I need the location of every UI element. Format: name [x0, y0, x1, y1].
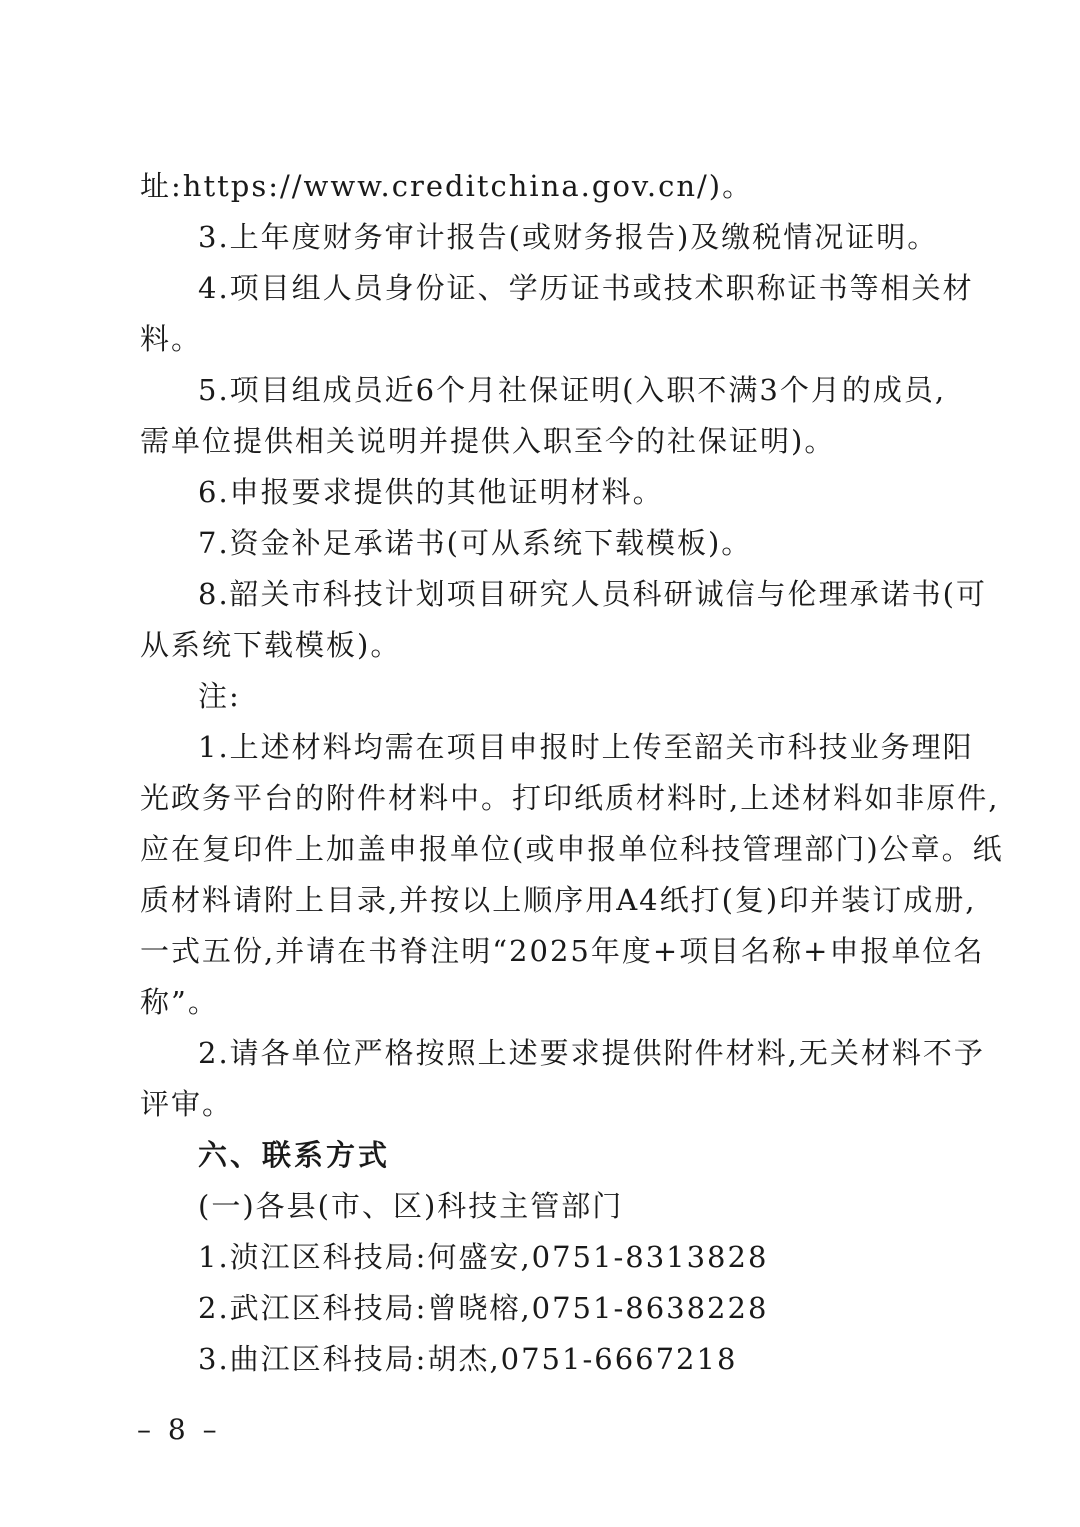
paragraph-line: 3.上年度财务审计报告(或财务报告)及缴税情况证明。	[198, 220, 939, 254]
paragraph-line: 质材料请附上目录,并按以上顺序用A4纸打(复)印并装订成册,	[140, 883, 977, 917]
paragraph-line: 需单位提供相关说明并提供入职至今的社保证明)。	[140, 424, 836, 458]
paragraph-line: 5.项目组成员近6个月社保证明(入职不满3个月的成员,	[198, 373, 947, 407]
paragraph-line: 7.资金补足承诺书(可从系统下载模板)。	[198, 526, 753, 560]
paragraph-line: 2.请各单位严格按照上述要求提供附件材料,无关材料不予	[198, 1036, 985, 1070]
paragraph-line: 一式五份,并请在书脊注明“2025年度+项目名称+申报单位名	[140, 934, 985, 968]
contact-line: 3.曲江区科技局:胡杰,0751-6667218	[198, 1342, 738, 1376]
paragraph-line: 应在复印件上加盖申报单位(或申报单位科技管理部门)公章。纸	[140, 832, 1004, 866]
contact-line: 1.浈江区科技局:何盛安,0751-8313828	[198, 1240, 769, 1274]
contact-line: 2.武江区科技局:曾晓榕,0751-8638228	[198, 1291, 769, 1325]
page-number: – 8 –	[137, 1413, 221, 1446]
paragraph-line: 址:https://www.creditchina.gov.cn/)。	[140, 169, 754, 203]
paragraph-line: 料。	[140, 322, 203, 356]
subsection-heading: (一)各县(市、区)科技主管部门	[198, 1189, 624, 1223]
paragraph-line: 1.上述材料均需在项目申报时上传至韶关市科技业务理阳	[198, 730, 974, 764]
paragraph-line: 评审。	[140, 1087, 234, 1121]
paragraph-line: 6.申报要求提供的其他证明材料。	[198, 475, 664, 509]
paragraph-line: 从系统下载模板)。	[140, 628, 402, 662]
paragraph-line: 8.韶关市科技计划项目研究人员科研诚信与伦理承诺书(可	[198, 577, 987, 611]
paragraph-line: 称”。	[140, 985, 219, 1019]
note-label: 注:	[198, 679, 241, 713]
section-heading: 六、联系方式	[198, 1138, 391, 1172]
paragraph-line: 4.项目组人员身份证、学历证书或技术职称证书等相关材	[198, 271, 974, 305]
paragraph-line: 光政务平台的附件材料中。打印纸质材料时,上述材料如非原件,	[140, 781, 1000, 815]
